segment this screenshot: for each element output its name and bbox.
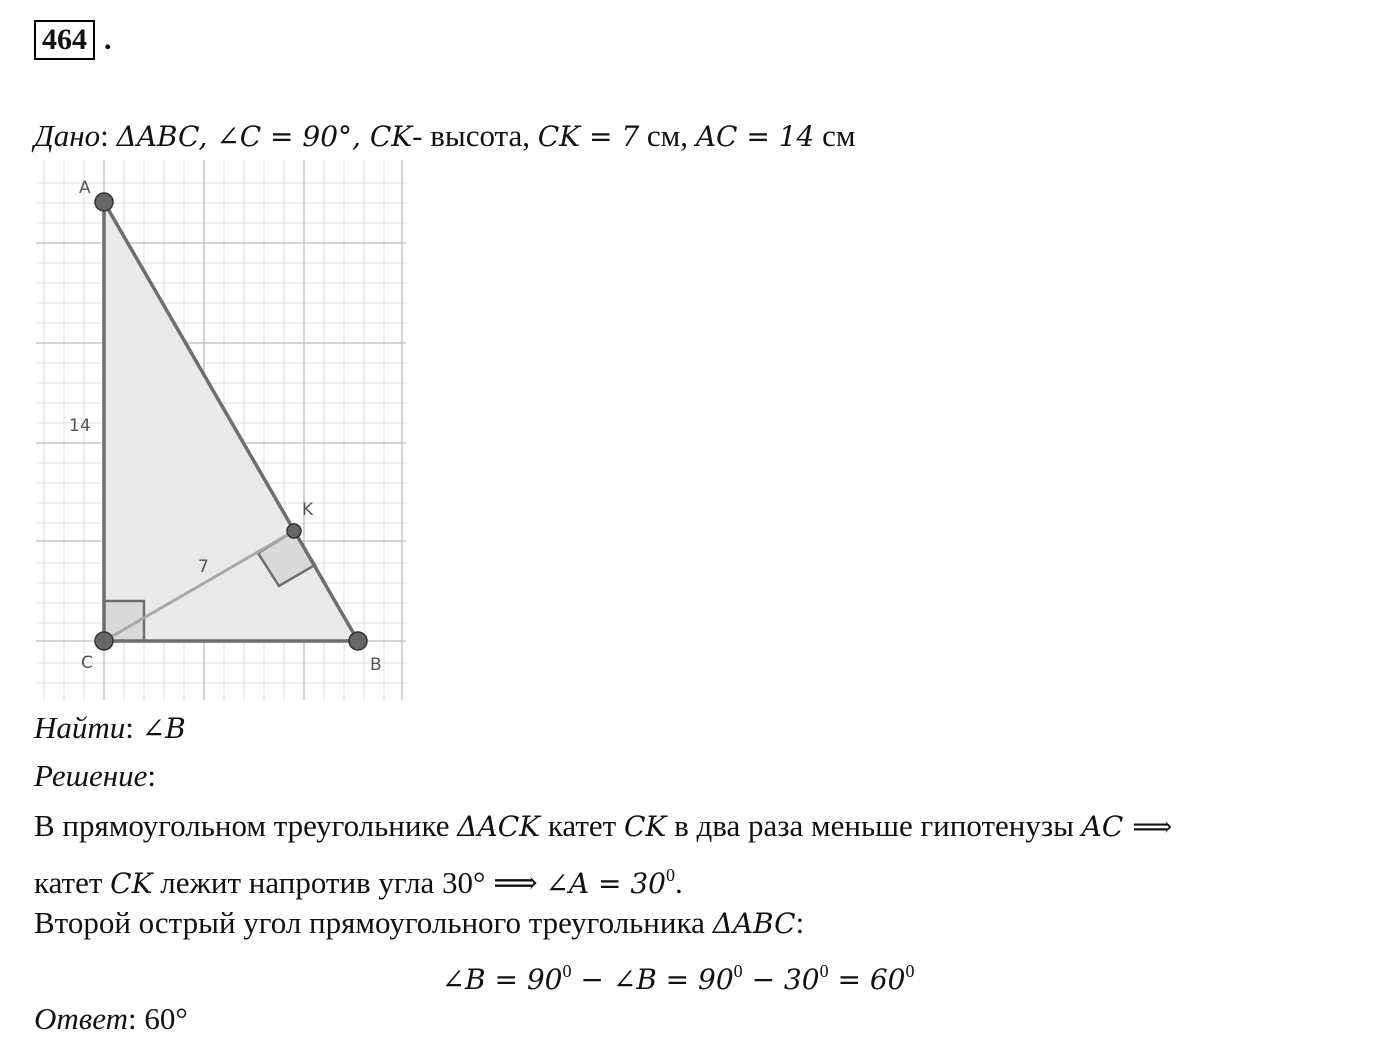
length-label-ck: 7 (198, 557, 209, 577)
vertex-label-a: A (79, 178, 91, 198)
solution-formula: ∠B = $90^0$ − ∠B = $90^0 - 30^0 = 60^0$ (441, 961, 915, 996)
answer-value: 60° (144, 1001, 188, 1036)
solution-label: Решение (34, 758, 148, 793)
point-b (349, 632, 367, 650)
solution-paragraph-2: катет CK лежит напротив угла 30° ⟹ ∠A = $30^0$. (34, 865, 683, 900)
point-c (95, 632, 113, 650)
vertex-label-c: C (81, 653, 93, 673)
find-value: ∠B (141, 712, 186, 745)
problem-number: 464 (34, 20, 95, 60)
point-a (95, 193, 113, 211)
length-label-ac: 14 (69, 416, 91, 436)
given-ck: CK = 7 (537, 120, 640, 153)
given-line: Дано: ΔABC, ∠C = 90°, CK- высота, CK = 7 см, AC = 14 см (34, 118, 856, 153)
triangle-figure (36, 160, 406, 700)
vertex-label-k: K (302, 500, 314, 520)
solution-heading: Решение: (34, 758, 156, 793)
given-triangle: ΔABC, ∠C = 90°, CK (116, 120, 413, 153)
solution-paragraph-3: Второй острый угол прямоугольного треугольника ΔABC: (34, 905, 805, 940)
given-label: Дано (34, 118, 101, 153)
problem-number-dot: . (104, 23, 112, 56)
find-line: Найти: ∠B (34, 710, 186, 745)
given-ac: AC = 14 (695, 120, 815, 153)
point-k (287, 524, 301, 538)
answer-line: Ответ: 60° (34, 1001, 188, 1036)
answer-label: Ответ (34, 1001, 128, 1036)
solution-paragraph-1: В прямоугольном треугольнике ΔACK катет CK в два раза меньше гипотенузы AC ⟹ (34, 808, 1173, 843)
find-label: Найти (34, 710, 126, 745)
vertex-label-b: B (370, 655, 382, 675)
